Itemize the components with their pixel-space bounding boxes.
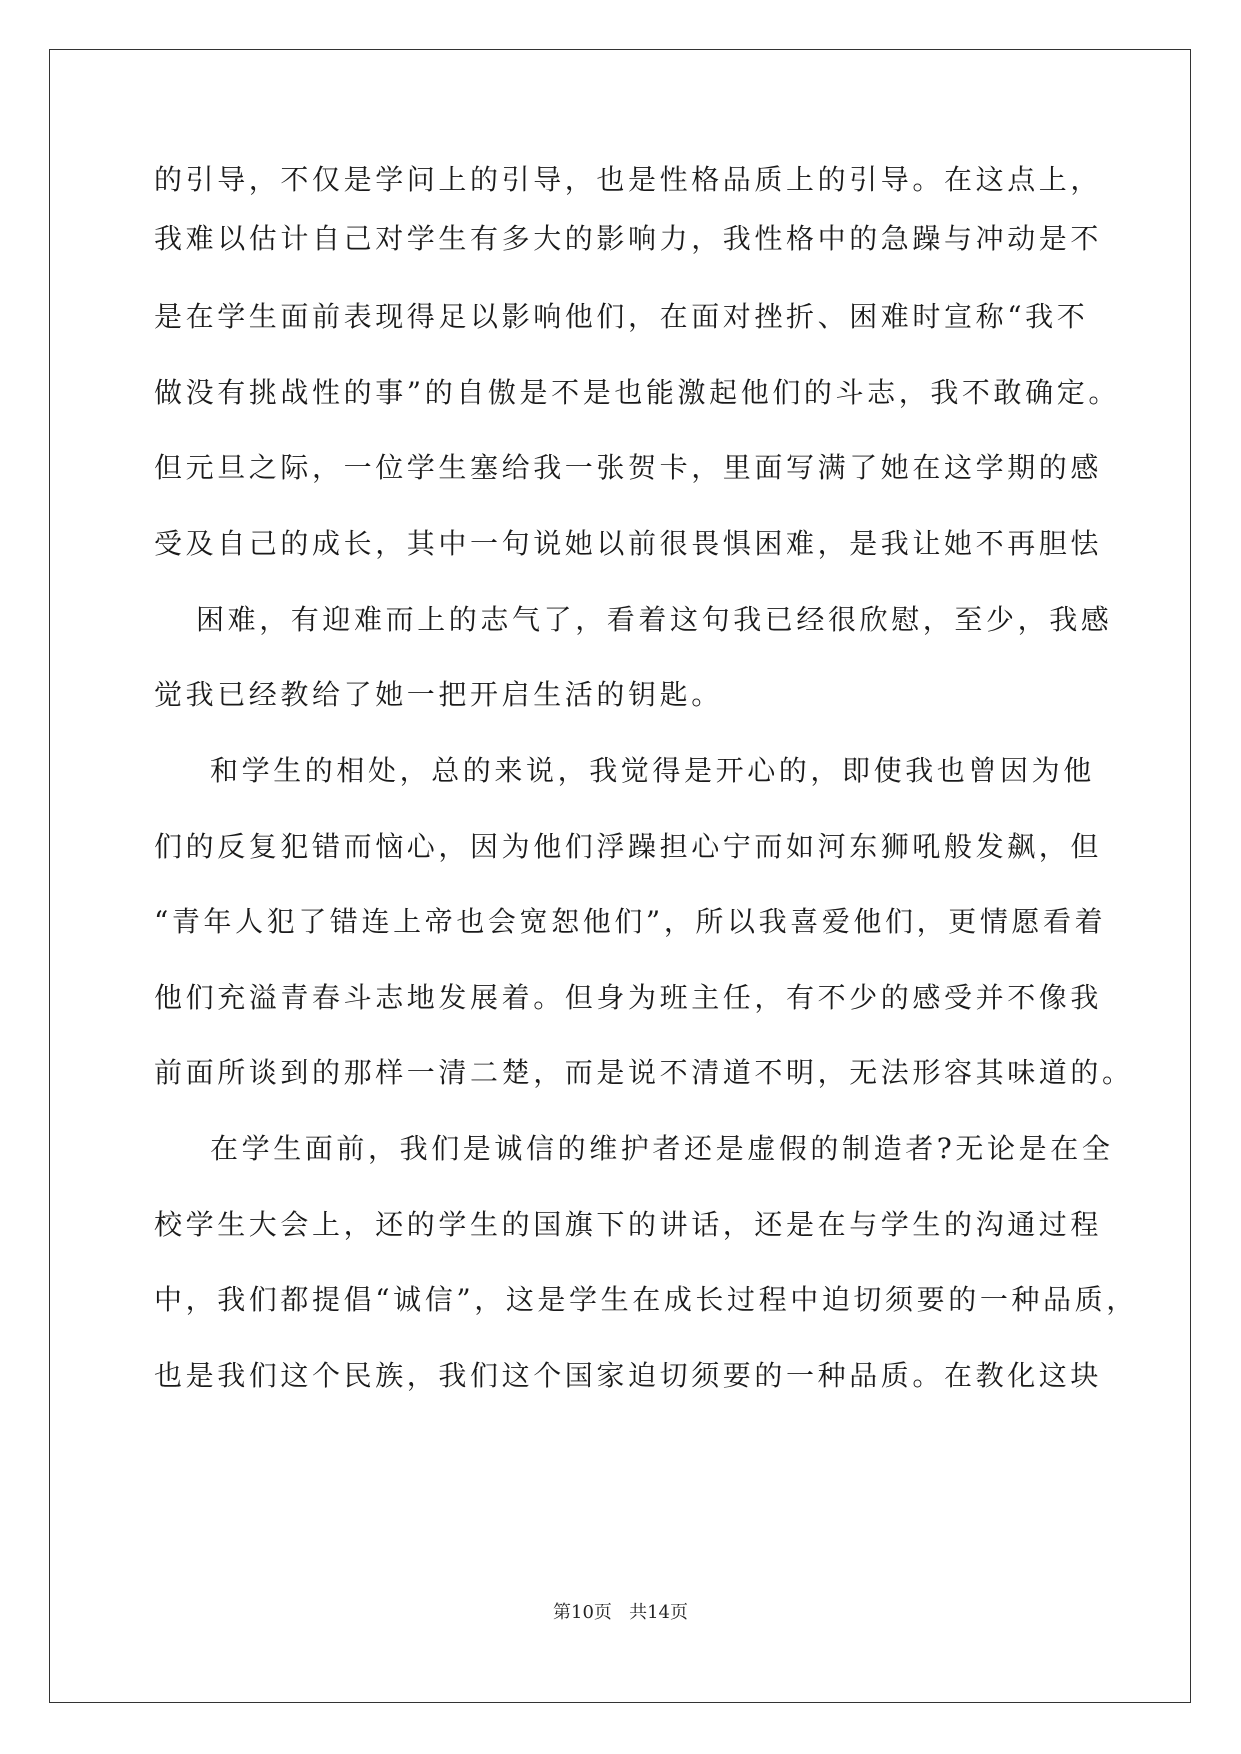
text-line: 在学生面前，我们是诚信的维护者还是虚假的制造者?无论是在全 bbox=[210, 1132, 1114, 1165]
text-line: 是在学生面前表现得足以影响他们，在面对挫折、困难时宣称“我不 bbox=[154, 300, 1089, 333]
text-line: 们的反复犯错而恼心，因为他们浮躁担心宁而如河东狮吼般发飙，但 bbox=[154, 830, 1103, 863]
text-line: 但元旦之际，一位学生塞给我一张贺卡，里面写满了她在这学期的感 bbox=[154, 451, 1103, 484]
text-line: 做没有挑战性的事”的自傲是不是也能激起他们的斗志，我不敢确定。 bbox=[154, 376, 1120, 409]
text-line: 校学生大会上，还的学生的国旗下的讲话，还是在与学生的沟通过程 bbox=[154, 1208, 1103, 1241]
text-line: 也是我们这个民族，我们这个国家迫切须要的一种品质。在教化这块 bbox=[154, 1359, 1103, 1392]
text-line: 受及自己的成长，其中一句说她以前很畏惧困难，是我让她不再胆怯 bbox=[154, 527, 1103, 560]
text-line: 前面所谈到的那样一清二楚，而是说不清道不明，无法形容其味道的。 bbox=[154, 1056, 1134, 1089]
text-line: 困难，有迎难而上的志气了，看着这句我已经很欣慰，至少，我感 bbox=[196, 603, 1113, 636]
text-line: 的引导，不仅是学问上的引导，也是性格品质上的引导。在这点上， bbox=[154, 163, 1103, 196]
page-number-label: 第10页 共14页 bbox=[553, 1602, 688, 1623]
page-footer bbox=[0, 1598, 1241, 1624]
text-line: 和学生的相处，总的来说，我觉得是开心的，即使我也曾因为他 bbox=[210, 754, 1095, 787]
text-line: 他们充溢青春斗志地发展着。但身为班主任，有不少的感受并不像我 bbox=[154, 981, 1103, 1014]
text-line: 中，我们都提倡“诚信”，这是学生在成长过程中迫切须要的一种品质， bbox=[154, 1283, 1138, 1316]
text-line: 我难以估计自己对学生有多大的影响力，我性格中的急躁与冲动是不 bbox=[154, 222, 1103, 255]
text-line: “青年人犯了错连上帝也会宽恕他们”，所以我喜爱他们，更情愿看着 bbox=[154, 905, 1107, 938]
text-line: 觉我已经教给了她一把开启生活的钥匙。 bbox=[154, 678, 723, 711]
